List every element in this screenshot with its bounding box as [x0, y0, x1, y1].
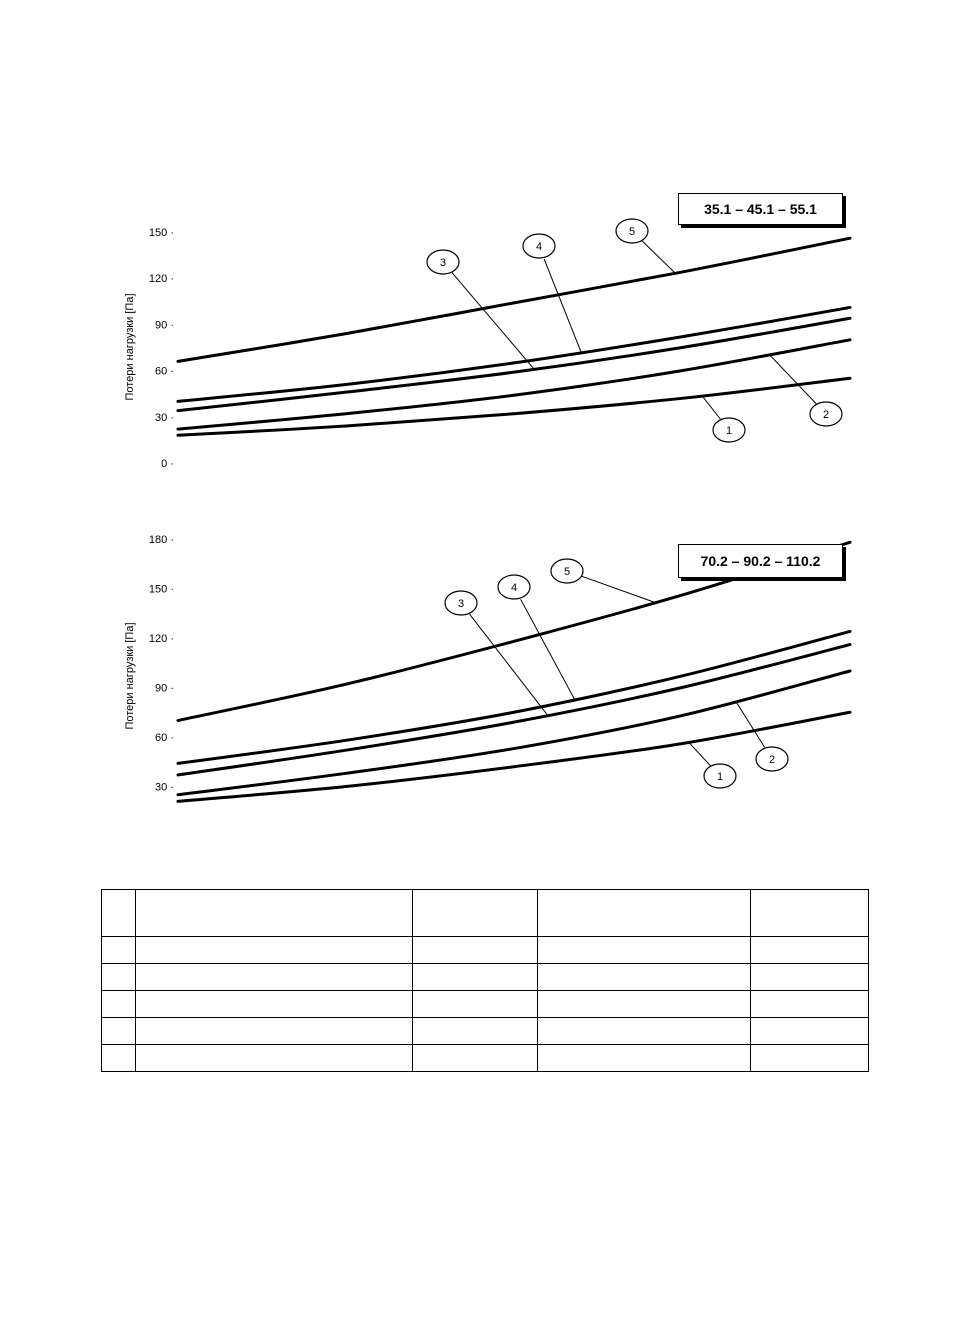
- leader-line-5: [642, 241, 675, 273]
- y-tick-label: 30 ·: [155, 781, 174, 794]
- series-line-5: [178, 238, 850, 361]
- table-cell: [751, 937, 869, 964]
- table-body: [102, 890, 869, 1072]
- table-cell: [136, 991, 413, 1018]
- leader-line-3: [470, 614, 548, 715]
- table-cell: [136, 1018, 413, 1045]
- table-row: [102, 937, 869, 964]
- y-tick-label: 0 ·: [161, 458, 174, 470]
- table-cell: [751, 964, 869, 991]
- table-cell: [538, 1045, 751, 1072]
- table-cell: [751, 991, 869, 1018]
- table-row: [102, 1018, 869, 1045]
- y-tick-label: 90 ·: [155, 682, 174, 695]
- y-tick-label: 60 ·: [155, 732, 174, 744]
- leader-line-4: [544, 259, 581, 352]
- leader-line-4: [521, 599, 575, 699]
- series-line-1: [178, 712, 850, 801]
- data-table: [101, 889, 869, 1072]
- table-cell: [538, 890, 751, 937]
- y-axis-label: Потери нагрузки [Па]: [124, 293, 136, 401]
- y-tick-label: 150 ·: [148, 227, 174, 239]
- table-row: [102, 1045, 869, 1072]
- y-tick-label: 90 ·: [155, 319, 174, 332]
- table-cell: [102, 1018, 136, 1045]
- table-cell: [751, 1045, 869, 1072]
- table-cell: [136, 1045, 413, 1072]
- series-line-2: [178, 340, 850, 429]
- table-cell: [136, 890, 413, 937]
- series-marker-label: 2: [822, 409, 830, 421]
- leader-line-3: [452, 273, 534, 370]
- leader-line-1: [689, 742, 711, 765]
- series-marker-label: 5: [563, 566, 571, 578]
- series-line-1: [178, 378, 850, 435]
- table-cell: [413, 964, 538, 991]
- table-cell: [102, 964, 136, 991]
- table-cell: [136, 937, 413, 964]
- series-marker-label: 4: [535, 241, 543, 253]
- table-cell: [538, 937, 751, 964]
- series-line-3: [178, 645, 850, 775]
- table-cell: [413, 890, 538, 937]
- y-tick-label: 120 ·: [148, 273, 174, 286]
- series-marker-label: 4: [510, 582, 518, 594]
- y-axis-label: Потери нагрузки [Па]: [124, 622, 136, 730]
- leader-line-2: [769, 355, 816, 404]
- table-cell: [413, 991, 538, 1018]
- table-cell: [538, 991, 751, 1018]
- series-marker-label: 3: [457, 598, 465, 610]
- series-marker-label: 1: [716, 771, 724, 783]
- chart-bottom-title: 70.2 – 90.2 – 110.2: [678, 544, 843, 578]
- table-cell: [538, 964, 751, 991]
- y-tick-label: 30 ·: [155, 411, 174, 424]
- chart-top: [0, 185, 954, 485]
- table-row: [102, 890, 869, 937]
- table-cell: [751, 1018, 869, 1045]
- table-cell: [538, 1018, 751, 1045]
- series-marker-label: 1: [725, 425, 733, 437]
- series-line-3: [178, 318, 850, 410]
- table-row: [102, 964, 869, 991]
- series-marker-label: 5: [628, 226, 636, 238]
- y-tick-label: 120 ·: [148, 633, 174, 645]
- y-tick-label: 60 ·: [155, 365, 174, 378]
- table-cell: [102, 937, 136, 964]
- table-cell: [102, 890, 136, 937]
- table-cell: [102, 1045, 136, 1072]
- series-marker-label: 3: [439, 257, 447, 269]
- table-cell: [413, 1018, 538, 1045]
- series-marker-label: 2: [768, 754, 776, 766]
- table-row: [102, 991, 869, 1018]
- chart-top-title: 35.1 – 45.1 – 55.1: [678, 193, 843, 225]
- leader-line-1: [702, 396, 720, 419]
- table-cell: [136, 964, 413, 991]
- table-cell: [751, 890, 869, 937]
- leader-line-5: [580, 576, 655, 603]
- table-cell: [413, 937, 538, 964]
- y-tick-label: 180 ·: [148, 534, 174, 546]
- series-line-4: [178, 307, 850, 401]
- table-cell: [413, 1045, 538, 1072]
- leader-line-2: [736, 701, 765, 747]
- y-tick-label: 150 ·: [148, 583, 174, 596]
- chart-top-svg: [0, 185, 954, 485]
- table-cell: [102, 991, 136, 1018]
